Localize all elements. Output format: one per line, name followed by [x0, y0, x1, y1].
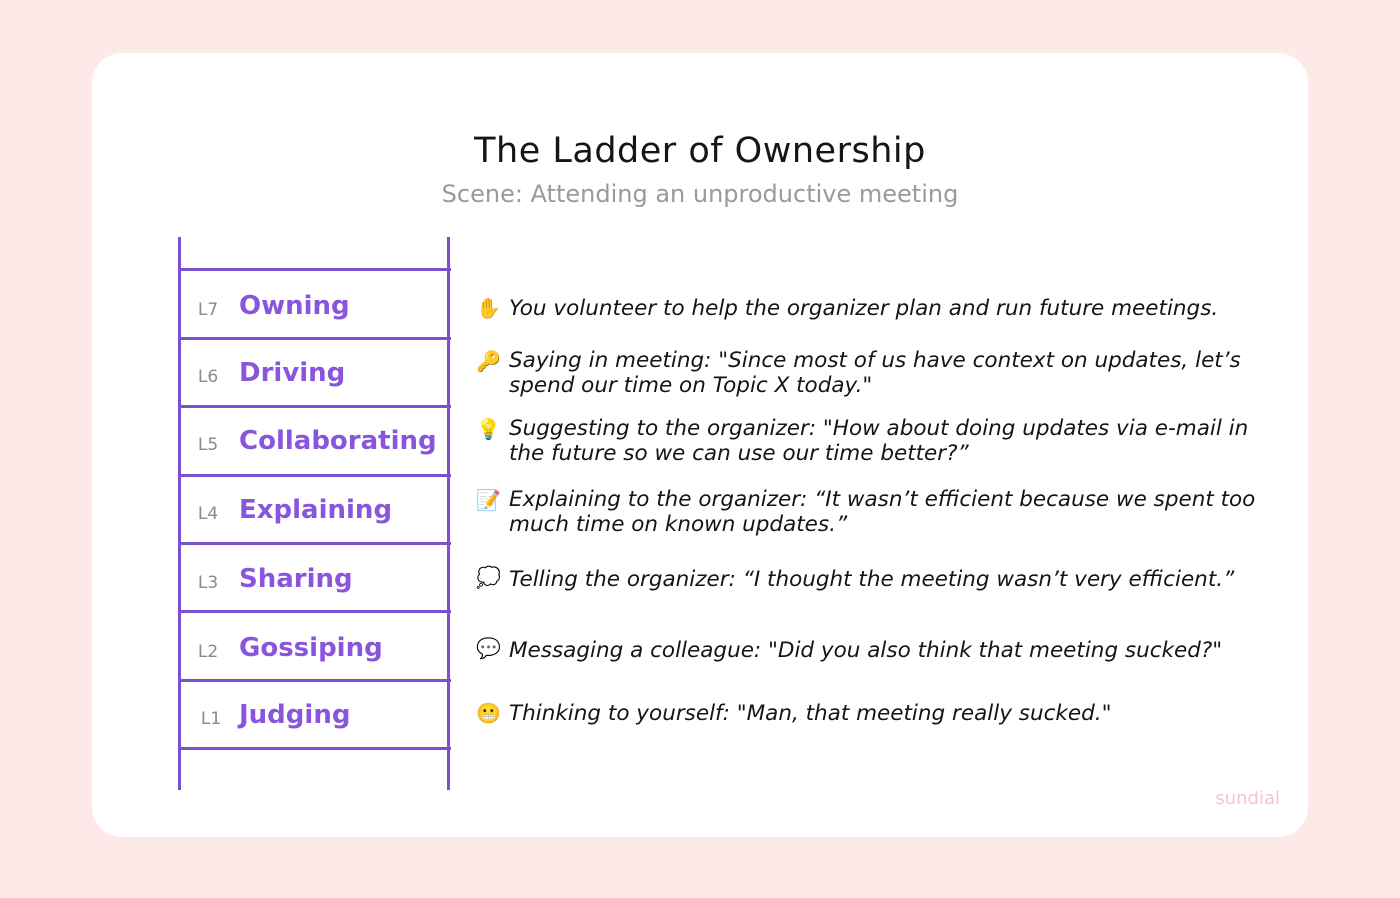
speech-balloon-icon: 💬 [476, 636, 501, 660]
level-name-driving: Driving [239, 358, 346, 388]
level-name-judging: Judging [239, 700, 351, 730]
diagram-title: The Ladder of Ownership [474, 131, 926, 171]
level-code: L6 [197, 367, 219, 387]
grimacing-face-icon: 😬 [476, 701, 501, 725]
level-name-sharing: Sharing [239, 564, 353, 594]
ladder-rung [178, 542, 451, 545]
key-icon: 🔑 [476, 349, 501, 373]
ladder-rung [178, 474, 451, 477]
level-description: Thinking to yourself: "Man, that meeting really sucked." [509, 701, 1112, 726]
level-description: Explaining to the organizer: “It wasn’t efficient because we spent too much time on known updates.” [509, 487, 1256, 537]
level-code: L5 [197, 435, 219, 455]
thought-balloon-icon: 💭 [476, 565, 501, 589]
brand-watermark: sundial [1215, 788, 1280, 809]
memo-icon: 📝 [476, 488, 501, 512]
lightbulb-icon: 💡 [476, 417, 501, 441]
level-description: Saying in meeting: "Since most of us have context on updates, let’s spend our time on Topic X today." [509, 348, 1241, 398]
level-name-collaborating: Collaborating [239, 426, 437, 456]
ladder-rung [178, 610, 451, 613]
ladder-rung [178, 268, 451, 271]
ladder-rung [178, 747, 451, 750]
level-name-explaining: Explaining [239, 495, 393, 525]
ladder-right-rail [447, 237, 450, 790]
ladder-rung [178, 679, 451, 682]
ladder-rung [178, 337, 451, 340]
raised-hand-icon: ✋ [476, 296, 501, 320]
ladder-left-rail [178, 237, 181, 790]
level-code: L2 [197, 642, 219, 662]
level-name-gossiping: Gossiping [239, 633, 383, 663]
level-description: Messaging a colleague: "Did you also think that meeting sucked?" [509, 638, 1223, 663]
level-code: L4 [197, 504, 219, 524]
level-code: L1 [200, 709, 222, 729]
ladder-rung [178, 405, 451, 408]
diagram-subtitle: Scene: Attending an unproductive meeting [441, 180, 959, 208]
level-description: Suggesting to the organizer: "How about doing updates via e-mail in the future so we can use our time better?” [509, 416, 1249, 466]
level-code: L3 [197, 573, 219, 593]
level-description: You volunteer to help the organizer plan and run future meetings. [509, 296, 1219, 321]
level-description: Telling the organizer: “I thought the meeting wasn’t very efficient.” [509, 567, 1235, 592]
level-name-owning: Owning [239, 291, 350, 321]
level-code: L7 [197, 300, 219, 320]
